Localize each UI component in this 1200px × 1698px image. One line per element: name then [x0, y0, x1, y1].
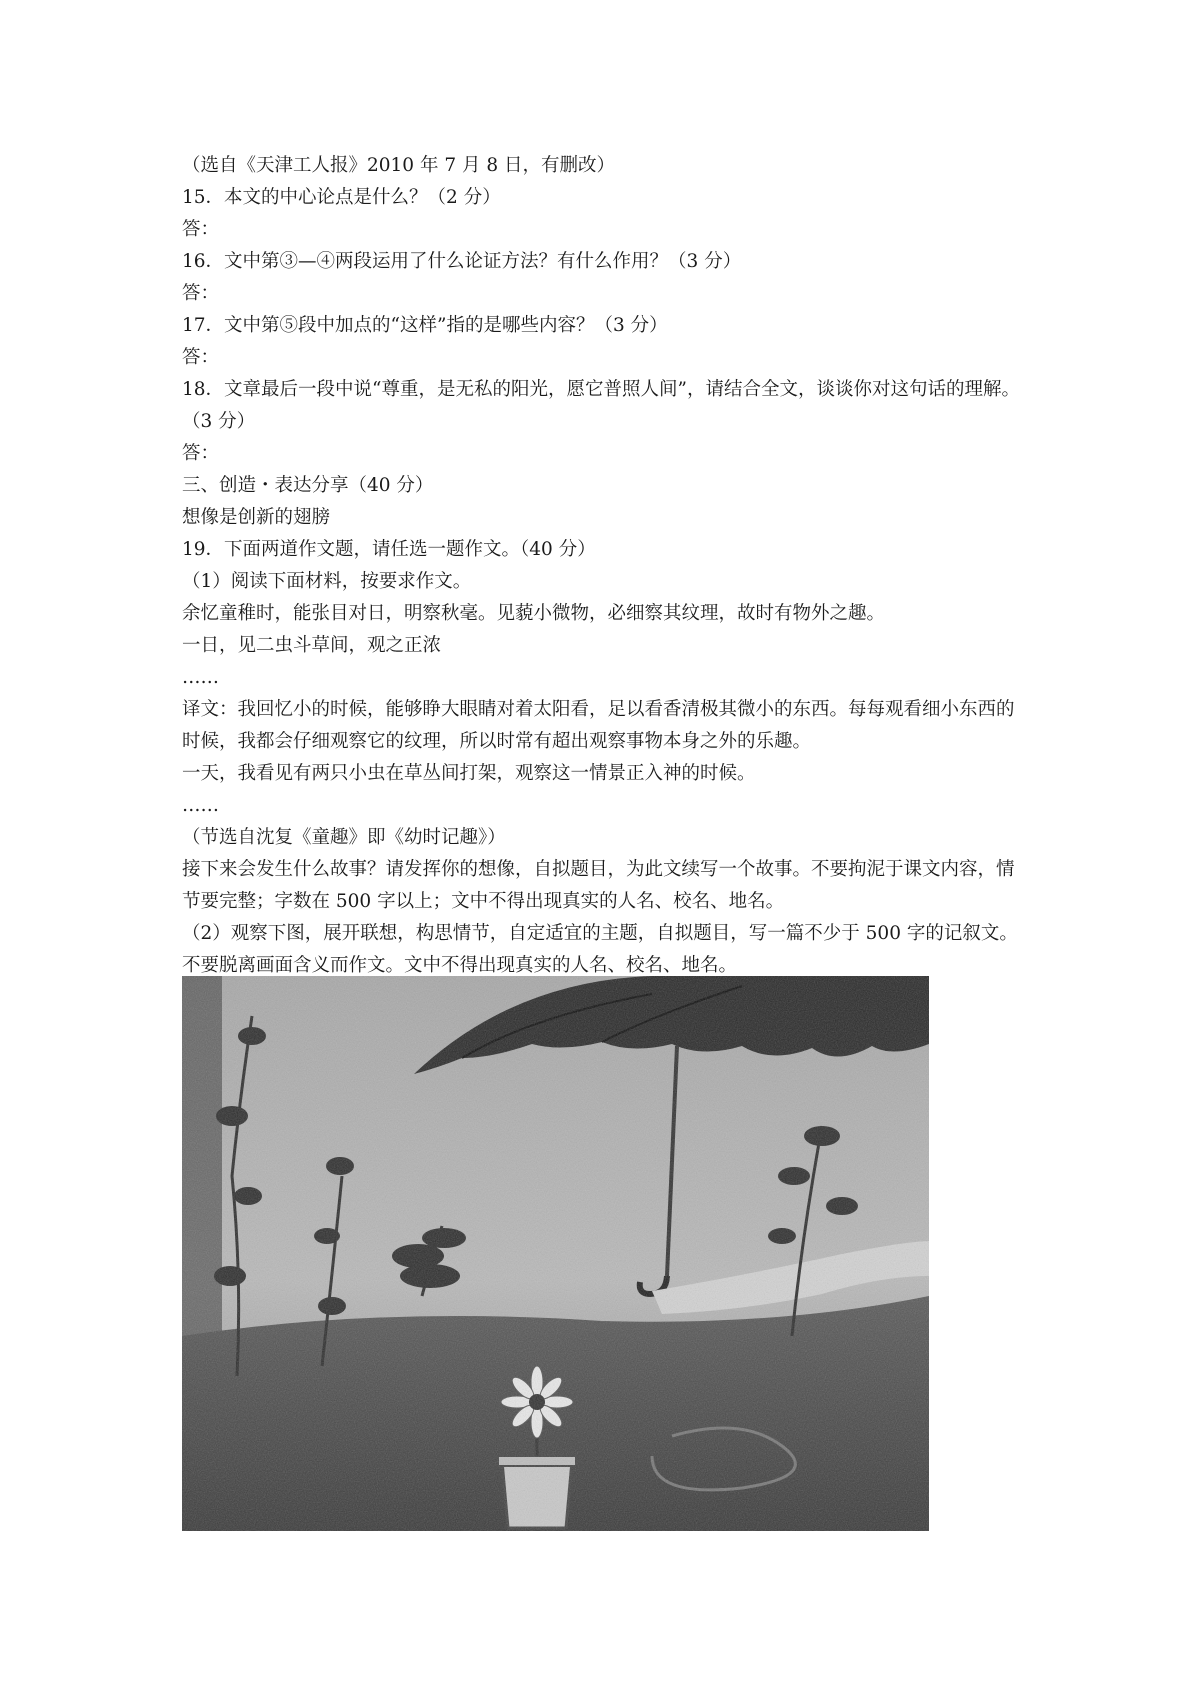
- section-subtitle: 想像是创新的翅膀: [182, 507, 331, 528]
- document-text: [182, 150, 1032, 982]
- question-15: 15．本文的中心论点是什么？（2 分）: [182, 187, 501, 208]
- source-citation: （选自《天津工人报》2010 年 7 月 8 日，有删改）: [182, 155, 616, 176]
- excerpt-source: （节选自沈复《童趣》即《幼时记趣》）: [182, 827, 506, 848]
- question-18: 18．文章最后一段中说“尊重，是无私的阳光，愿它普照人间”，请结合全文，谈谈你对这句话的理解。（3 分）: [182, 379, 1020, 432]
- section-heading: 三、创造・表达分享（40 分）: [182, 475, 434, 496]
- question-19: 19．下面两道作文题，请任选一题作文。（40 分）: [182, 539, 596, 560]
- question-17: 17．文中第⑤段中加点的“这样”指的是哪些内容？（3 分）: [182, 315, 668, 336]
- answer-label-15: 答：: [182, 219, 220, 240]
- translation-line-1: 译文：我回忆小的时候，能够睁大眼睛对着太阳看，足以看香清极其微小的东西。每每观看细小东西的时候，我都会仔细观察它的纹理，所以时常有超出观察事物本身之外的乐趣。: [182, 699, 1015, 752]
- ellipsis: ……: [182, 795, 219, 816]
- translation-line-2: 一天，我看见有两只小虫在草丛间打架，观察这一情景正入神的时候。: [182, 763, 756, 784]
- option-2-instruction: （2）观察下图，展开联想，构思情节，自定适宜的主题，自拟题目，写一篇不少于 500 字的记叙文。不要脱离画面含义而作文。文中不得出现真实的人名、校名、地名。: [182, 923, 1018, 976]
- answer-label-18: 答：: [182, 443, 220, 464]
- classical-passage-line-1: 余忆童稚时，能张目对日，明察秋毫。见藐小微物，必细察其纹理，故时有物外之趣。: [182, 603, 886, 624]
- option-1-requirements: 接下来会发生什么故事？请发挥你的想像，自拟题目，为此文续写一个故事。不要拘泥于课文内容，情节要完整；字数在 500 字以上；文中不得出现真实的人名、校名、地名。: [182, 859, 1015, 912]
- question-16: 16．文中第③—④两段运用了什么论证方法？有什么作用？（3 分）: [182, 251, 742, 272]
- ellipsis: ……: [182, 667, 219, 688]
- answer-label-17: 答：: [182, 347, 220, 368]
- classical-passage-line-2: 一日，见二虫斗草间，观之正浓: [182, 635, 442, 656]
- answer-label-16: 答：: [182, 283, 220, 304]
- umbrella-over-flowerpot-photo: [182, 976, 929, 1531]
- option-1-instruction: （1）阅读下面材料，按要求作文。: [182, 571, 472, 592]
